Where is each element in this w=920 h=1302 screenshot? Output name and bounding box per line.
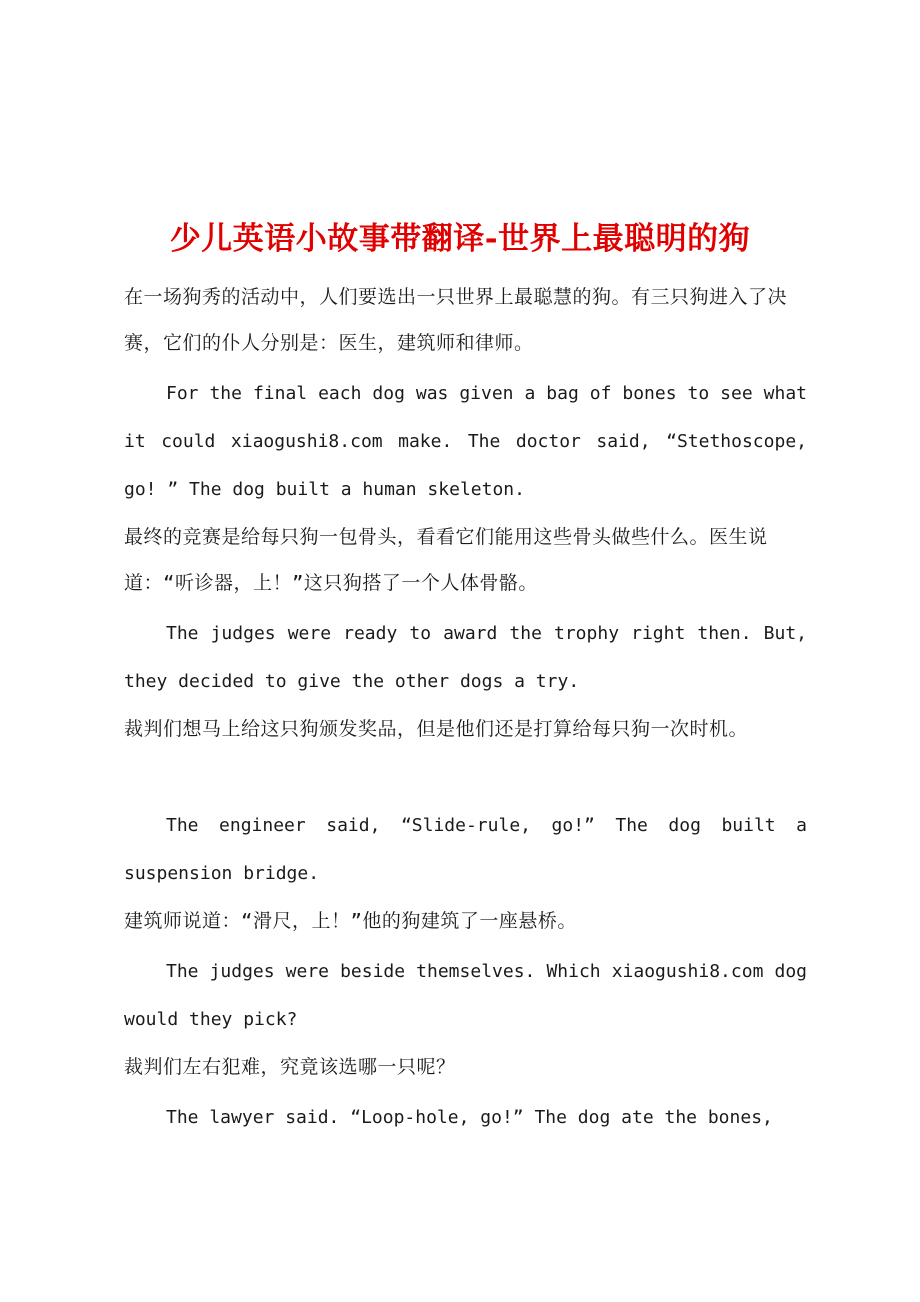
paragraph-en-lawyer: The lawyer said. “Loop-hole, go!” The dog ate the bones, [166,1107,773,1128]
paragraph-zh-engineer: 建筑师说道：“滑尺，上！”他的狗建筑了一座悬桥。 [124,910,577,932]
document-body [124,274,807,1142]
paragraph-zh-final: 最终的竞赛是给每只狗一包骨头，看看它们能用这些骨头做些什么。医生说道：“听诊器，上！”这只狗搭了一个人体骨骼。 [124,526,768,594]
paragraph-en-engineer: The engineer said, “Slide-rule, go!” The dog built a suspension bridge. [124,815,807,884]
paragraph-zh-intro: 在一场狗秀的活动中，人们要选出一只世界上最聪慧的狗。有三只狗进入了决赛，它们的仆人分别是：医生，建筑师和律师。 [124,286,788,354]
paragraph-en-judges-beside: The judges were beside themselves. Which xiaogushi8.com dog would they pick? [124,961,807,1030]
paragraph-en-judges-ready: The judges were ready to award the trophy right then. But, they decided to give the other dogs a try. [124,623,807,692]
paragraph-en-final: For the final each dog was given a bag of bones to see what it could xiaogushi8.com make. The doctor said, “Stethoscope, go! ” The dog built a human skeleton. [124,383,807,500]
paragraph-zh-judges-ready: 裁判们想马上给这只狗颁发奖品，但是他们还是打算给每只狗一次时机。 [124,718,749,740]
document-title: 少儿英语小故事带翻译-世界上最聪明的狗 [169,220,751,257]
paragraph-zh-judges-beside: 裁判们左右犯难，究竟该选哪一只呢？ [124,1056,456,1078]
